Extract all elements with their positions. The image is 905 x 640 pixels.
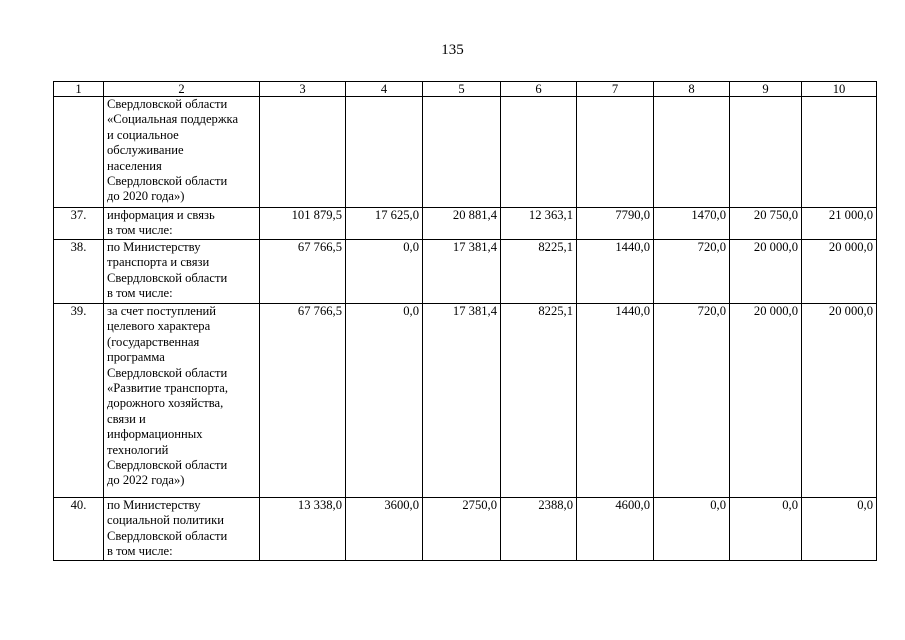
value-cell (654, 97, 730, 208)
value-cell: 8225,1 (501, 240, 577, 304)
value-cell: 7790,0 (577, 208, 654, 240)
value-cell: 17 381,4 (423, 240, 501, 304)
value-cell: 67 766,5 (260, 304, 346, 498)
description-line: информационных (107, 427, 203, 442)
table-row (54, 304, 877, 498)
value-cell: 0,0 (654, 498, 730, 561)
description-line: Свердловской области (107, 365, 228, 380)
description-line: за счет поступлений (107, 304, 217, 318)
value-cell: 101 879,5 (260, 208, 346, 240)
table-row (54, 97, 877, 208)
value-cell (346, 97, 423, 208)
column-header: 4 (346, 82, 423, 97)
column-header: 7 (577, 82, 654, 97)
description-line: в том числе: (107, 223, 173, 238)
value-cell: 20 000,0 (802, 240, 877, 304)
description-line: Свердловской области (107, 458, 228, 473)
value-cell: 720,0 (654, 304, 730, 498)
row-number (54, 97, 104, 208)
column-header: 1 (54, 82, 104, 97)
value-cell: 0,0 (730, 498, 802, 561)
column-header: 5 (423, 82, 501, 97)
description-line: населения (107, 158, 162, 173)
value-cell: 12 363,1 (501, 208, 577, 240)
row-description (104, 208, 260, 240)
value-cell: 13 338,0 (260, 498, 346, 561)
description-line: по Министерству (107, 498, 201, 512)
value-cell: 1440,0 (577, 304, 654, 498)
description-line: программа (107, 350, 165, 365)
value-cell: 20 750,0 (730, 208, 802, 240)
description-line: технологий (107, 442, 169, 457)
description-line: транспорта и связи (107, 255, 210, 270)
value-cell: 0,0 (346, 304, 423, 498)
description-line: Свердловской области (107, 270, 228, 285)
column-header: 2 (104, 82, 260, 97)
description-line: информация и связь (107, 208, 215, 222)
column-header: 10 (802, 82, 877, 97)
row-description (104, 97, 260, 208)
row-number: 37. (54, 208, 104, 240)
value-cell: 20 000,0 (730, 304, 802, 498)
value-cell: 3600,0 (346, 498, 423, 561)
description-line: (государственная (107, 334, 200, 349)
value-cell: 720,0 (654, 240, 730, 304)
description-line: Свердловской области (107, 528, 228, 543)
header-row (54, 82, 877, 97)
description-line: дорожного хозяйства, (107, 396, 224, 411)
value-cell: 2388,0 (501, 498, 577, 561)
description-line: «Социальная поддержка (107, 112, 239, 127)
value-cell: 2750,0 (423, 498, 501, 561)
budget-table (53, 81, 877, 561)
description-line: по Министерству (107, 240, 201, 254)
value-cell (423, 97, 501, 208)
row-number: 38. (54, 240, 104, 304)
value-cell (730, 97, 802, 208)
value-cell: 21 000,0 (802, 208, 877, 240)
row-description (104, 240, 260, 304)
value-cell (501, 97, 577, 208)
value-cell: 20 881,4 (423, 208, 501, 240)
row-number: 39. (54, 304, 104, 498)
value-cell: 1440,0 (577, 240, 654, 304)
value-cell: 4600,0 (577, 498, 654, 561)
description-line: Свердловской области (107, 97, 228, 111)
description-line: до 2022 года») (107, 473, 185, 488)
row-description (104, 498, 260, 561)
description-line: до 2020 года») (107, 189, 185, 204)
value-cell: 0,0 (802, 498, 877, 561)
description-line: связи и (107, 411, 146, 426)
row-description (104, 304, 260, 498)
value-cell: 20 000,0 (802, 304, 877, 498)
description-line: в том числе: (107, 544, 173, 559)
table-row (54, 208, 877, 240)
table-row (54, 240, 877, 304)
column-header: 8 (654, 82, 730, 97)
table-row (54, 498, 877, 561)
description-line: обслуживание (107, 143, 184, 158)
column-header: 9 (730, 82, 802, 97)
value-cell: 17 625,0 (346, 208, 423, 240)
value-cell: 17 381,4 (423, 304, 501, 498)
row-number: 40. (54, 498, 104, 561)
value-cell: 67 766,5 (260, 240, 346, 304)
value-cell: 1470,0 (654, 208, 730, 240)
description-line: «Развитие транспорта, (107, 381, 228, 396)
page-number: 135 (441, 42, 464, 58)
description-line: целевого характера (107, 319, 211, 334)
column-header: 6 (501, 82, 577, 97)
description-line: социальной политики (107, 513, 225, 528)
description-line: и социальное (107, 127, 179, 142)
value-cell: 20 000,0 (730, 240, 802, 304)
value-cell: 0,0 (346, 240, 423, 304)
value-cell: 8225,1 (501, 304, 577, 498)
description-line: в том числе: (107, 286, 173, 301)
description-line: Свердловской области (107, 174, 228, 189)
value-cell (260, 97, 346, 208)
value-cell (577, 97, 654, 208)
column-header: 3 (260, 82, 346, 97)
value-cell (802, 97, 877, 208)
